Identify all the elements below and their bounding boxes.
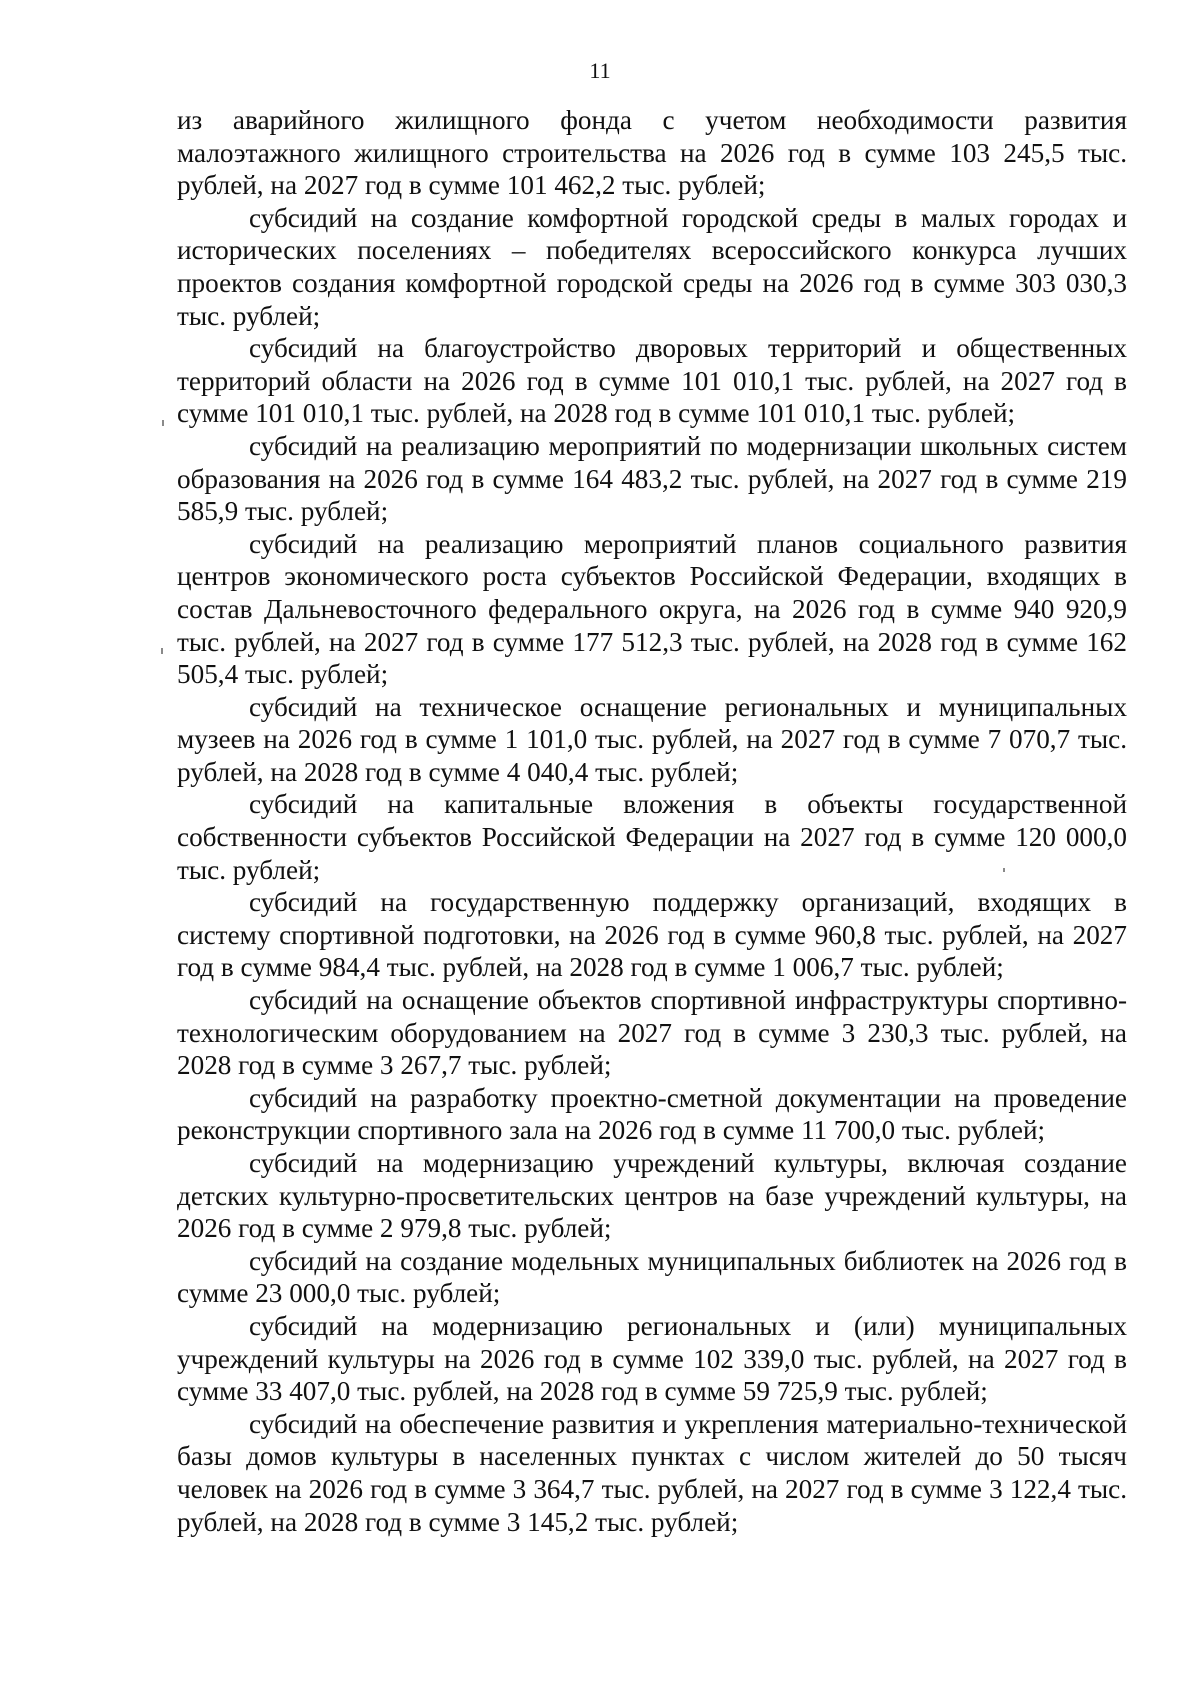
paragraph: субсидий на благоустройство дворовых территорий и общественных территорий области на 2026 год в сумме 101 010,1 тыс. рублей, на 2027 год в сумме 101 010,1 тыс. рублей, на 2028 год в сумме 101 010,1 тыс. рублей;: [177, 333, 1127, 429]
paragraph: субсидий на реализацию мероприятий по модернизации школьных систем образования на 2026 год в сумме 164 483,2 тыс. рублей, на 2027 год в сумме 219 585,9 тыс. рублей;: [177, 430, 1127, 527]
paragraph: субсидий на капитальные вложения в объекты государственной собственности субъектов Российской Федерации на 2027 год в сумме 120 000,0 тыс. рублей;: [177, 789, 1127, 885]
scan-speck: [161, 648, 163, 654]
paragraph: субсидий на техническое оснащение региональных и муниципальных музеев на 2026 год в сумме 1 101,0 тыс. рублей, на 2027 год в сумме 7 070,7 тыс. рублей, на 2028 год в сумме 4 040,4 тыс. рублей;: [177, 691, 1127, 787]
paragraph: субсидий на модернизацию учреждений культуры, включая создание детских культурно-просветительских центров на базе учреждений культуры, на 2026 год в сумме 2 979,8 тыс. рублей;: [177, 1148, 1127, 1244]
paragraph: субсидий на разработку проектно-сметной документации на проведение реконструкции спортивного зала на 2026 год в сумме 11 700,0 тыс. рублей;: [177, 1082, 1127, 1146]
paragraph: субсидий на создание модельных муниципальных библиотек на 2026 год в сумме 23 000,0 тыс. рублей;: [177, 1245, 1127, 1309]
paragraph: субсидий на создание комфортной городской среды в малых городах и исторических поселениях – победителях всероссийского конкурса лучших проектов создания комфортной городской среды на 2026 год в сумме 303 030,3 тыс. рублей;: [177, 202, 1127, 331]
scan-speck: [162, 420, 164, 426]
paragraph: субсидий на модернизацию региональных и (или) муниципальных учреждений культуры на 2026 год в сумме 102 339,0 тыс. рублей, на 2027 год в сумме 33 407,0 тыс. рублей, на 2028 год в сумме 59 725,9 тыс. рублей;: [177, 1310, 1127, 1407]
paragraph-continued: из аварийного жилищного фонда с учетом необходимости развития малоэтажного жилищного строительства на 2026 год в сумме 103 245,5 тыс. рублей, на 2027 год в сумме 101 462,2 тыс. рублей;: [177, 105, 1127, 201]
page-number: 11: [589, 58, 611, 83]
document-body: [177, 104, 1127, 1538]
paragraph: субсидий на реализацию мероприятий планов социального развития центров экономического роста субъектов Российской Федерации, входящих в состав Дальневосточного федерального округа, на 2026 год в сумме 940 920,9 тыс. рублей, на 2027 год в сумме 177 512,3 тыс. рублей, на 2028 год в сумме 162 505,4 тыс. рублей;: [177, 528, 1127, 690]
paragraph: субсидий на обеспечение развития и укрепления материально-технической базы домов культуры в населенных пунктах с числом жителей до 50 тысяч человек на 2026 год в сумме 3 364,7 тыс. рублей, на 2027 год в сумме 3 122,4 тыс. рублей, на 2028 год в сумме 3 145,2 тыс. рублей;: [177, 1408, 1127, 1537]
paragraph: субсидий на оснащение объектов спортивной инфраструктуры спортивно-технологическим оборудованием на 2027 год в сумме 3 230,3 тыс. рублей, на 2028 год в сумме 3 267,7 тыс. рублей;: [177, 985, 1127, 1081]
paragraph: субсидий на государственную поддержку организаций, входящих в систему спортивной подготовки, на 2026 год в сумме 960,8 тыс. рублей, на 2027 год в сумме 984,4 тыс. рублей, на 2028 год в сумме 1 006,7 тыс. рублей;: [177, 887, 1127, 983]
